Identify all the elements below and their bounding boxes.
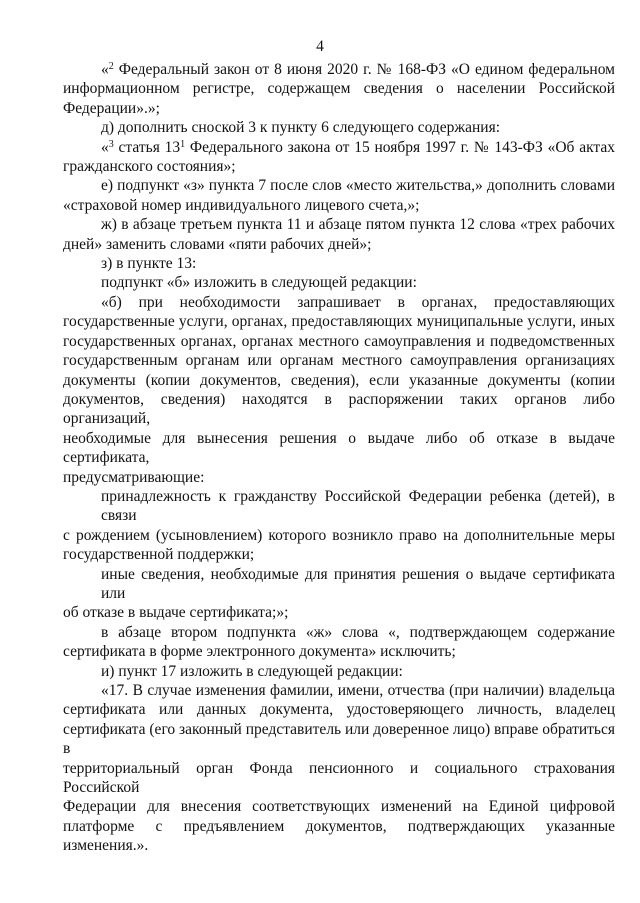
paragraph xyxy=(63,215,615,254)
text-line: государственных органах, органах местного самоуправления и подведомственных xyxy=(63,332,615,350)
paragraph xyxy=(63,60,615,118)
text-line: документы (копии документов, сведения), если указанные документы (копии xyxy=(63,371,615,389)
paragraph xyxy=(63,623,615,662)
text-line: гражданского состояния»; xyxy=(63,158,236,176)
text-line: Федерации».»; xyxy=(63,99,160,117)
text-line: сертификата в форме электронного документа» исключить; xyxy=(63,643,456,661)
text-line: сертификата (его законный представитель или доверенное лицо) вправе обратиться в xyxy=(63,720,615,758)
paragraph xyxy=(63,662,615,681)
paragraph xyxy=(63,565,615,623)
text-line: государственные услуги, органах, предоставляющих муниципальные услуги, иных xyxy=(63,313,615,331)
text-line: и) пункт 17 изложить в следующей редакции: xyxy=(101,662,403,680)
paragraph xyxy=(63,138,615,177)
text-line: информационном регистре, содержащем сведения о населении Российской xyxy=(63,80,615,98)
text-line: территориальный орган Фонда пенсионного и социального страхования Российской xyxy=(63,759,615,797)
text-line: об отказе в выдаче сертификата;»; xyxy=(63,604,289,622)
text-line: иные сведения, необходимые для принятия решения о выдаче сертификата или xyxy=(101,565,615,602)
text-line: документов, сведения) находятся в распоряжении таких органов либо организаций, xyxy=(63,390,615,428)
page-number: 4 xyxy=(316,38,324,55)
text-line: предусматривающие: xyxy=(63,468,205,486)
text-line: платформе с предъявлением документов, подтверждающих указанные изменения.». xyxy=(63,817,615,855)
text-line: в абзаце втором подпункта «ж» слова «, подтверждающем содержание xyxy=(101,623,615,641)
paragraph xyxy=(63,273,615,292)
text-line: ж) в абзаце третьем пункта 11 и абзаце пятом пункта 12 слова «трех рабочих xyxy=(101,216,615,234)
text-line: «$^3$ статья $13^1$ Федерального закона от 15 ноября 1997 г. № 143-ФЗ «Об актах xyxy=(101,138,615,156)
paragraph xyxy=(63,176,615,215)
text-line: подпункт «б» изложить в следующей редакции: xyxy=(101,274,417,292)
text-line: государственным органам или органам местного самоуправления организациях xyxy=(63,352,615,370)
paragraph xyxy=(63,118,615,137)
paragraph xyxy=(63,487,615,565)
paragraph xyxy=(63,293,615,487)
document-body xyxy=(63,60,615,856)
text-line: государственной поддержки; xyxy=(63,546,255,564)
text-line: сертификата или данных документа, удостоверяющего личность, владелец xyxy=(63,701,615,719)
text-line: необходимые для вынесения решения о выдаче либо об отказе в выдаче сертификата, xyxy=(63,429,615,467)
paragraph xyxy=(63,681,615,856)
text-line: «б) при необходимости запрашивает в органах, предоставляющих xyxy=(101,293,615,311)
text-line: Федерации для внесения соответствующих изменений на Единой цифровой xyxy=(63,798,615,816)
text-line: е) подпункт «з» пункта 7 после слов «место жительства,» дополнить словами xyxy=(101,177,615,195)
paragraph xyxy=(63,254,615,273)
text-line: дней» заменить словами «пяти рабочих дней»; xyxy=(63,235,372,253)
text-line: с рождением (усыновлением) которого возникло право на дополнительные меры xyxy=(63,526,615,544)
text-line: «$^2$ Федеральный закон от 8 июня 2020 г. № 168-ФЗ «О едином федеральном xyxy=(101,61,615,78)
text-line: «17. В случае изменения фамилии, имени, отчества (при наличии) владельца xyxy=(101,682,615,699)
text-line: д) дополнить сноской 3 к пункту 6 следующего содержания: xyxy=(101,119,501,137)
text-line: з) в пункте 13: xyxy=(101,255,197,273)
text-line: принадлежность к гражданству Российской Федерации ребенка (детей), в связи xyxy=(101,487,615,525)
text-line: «страховой номер индивидуального лицевого счета,»; xyxy=(63,196,420,214)
